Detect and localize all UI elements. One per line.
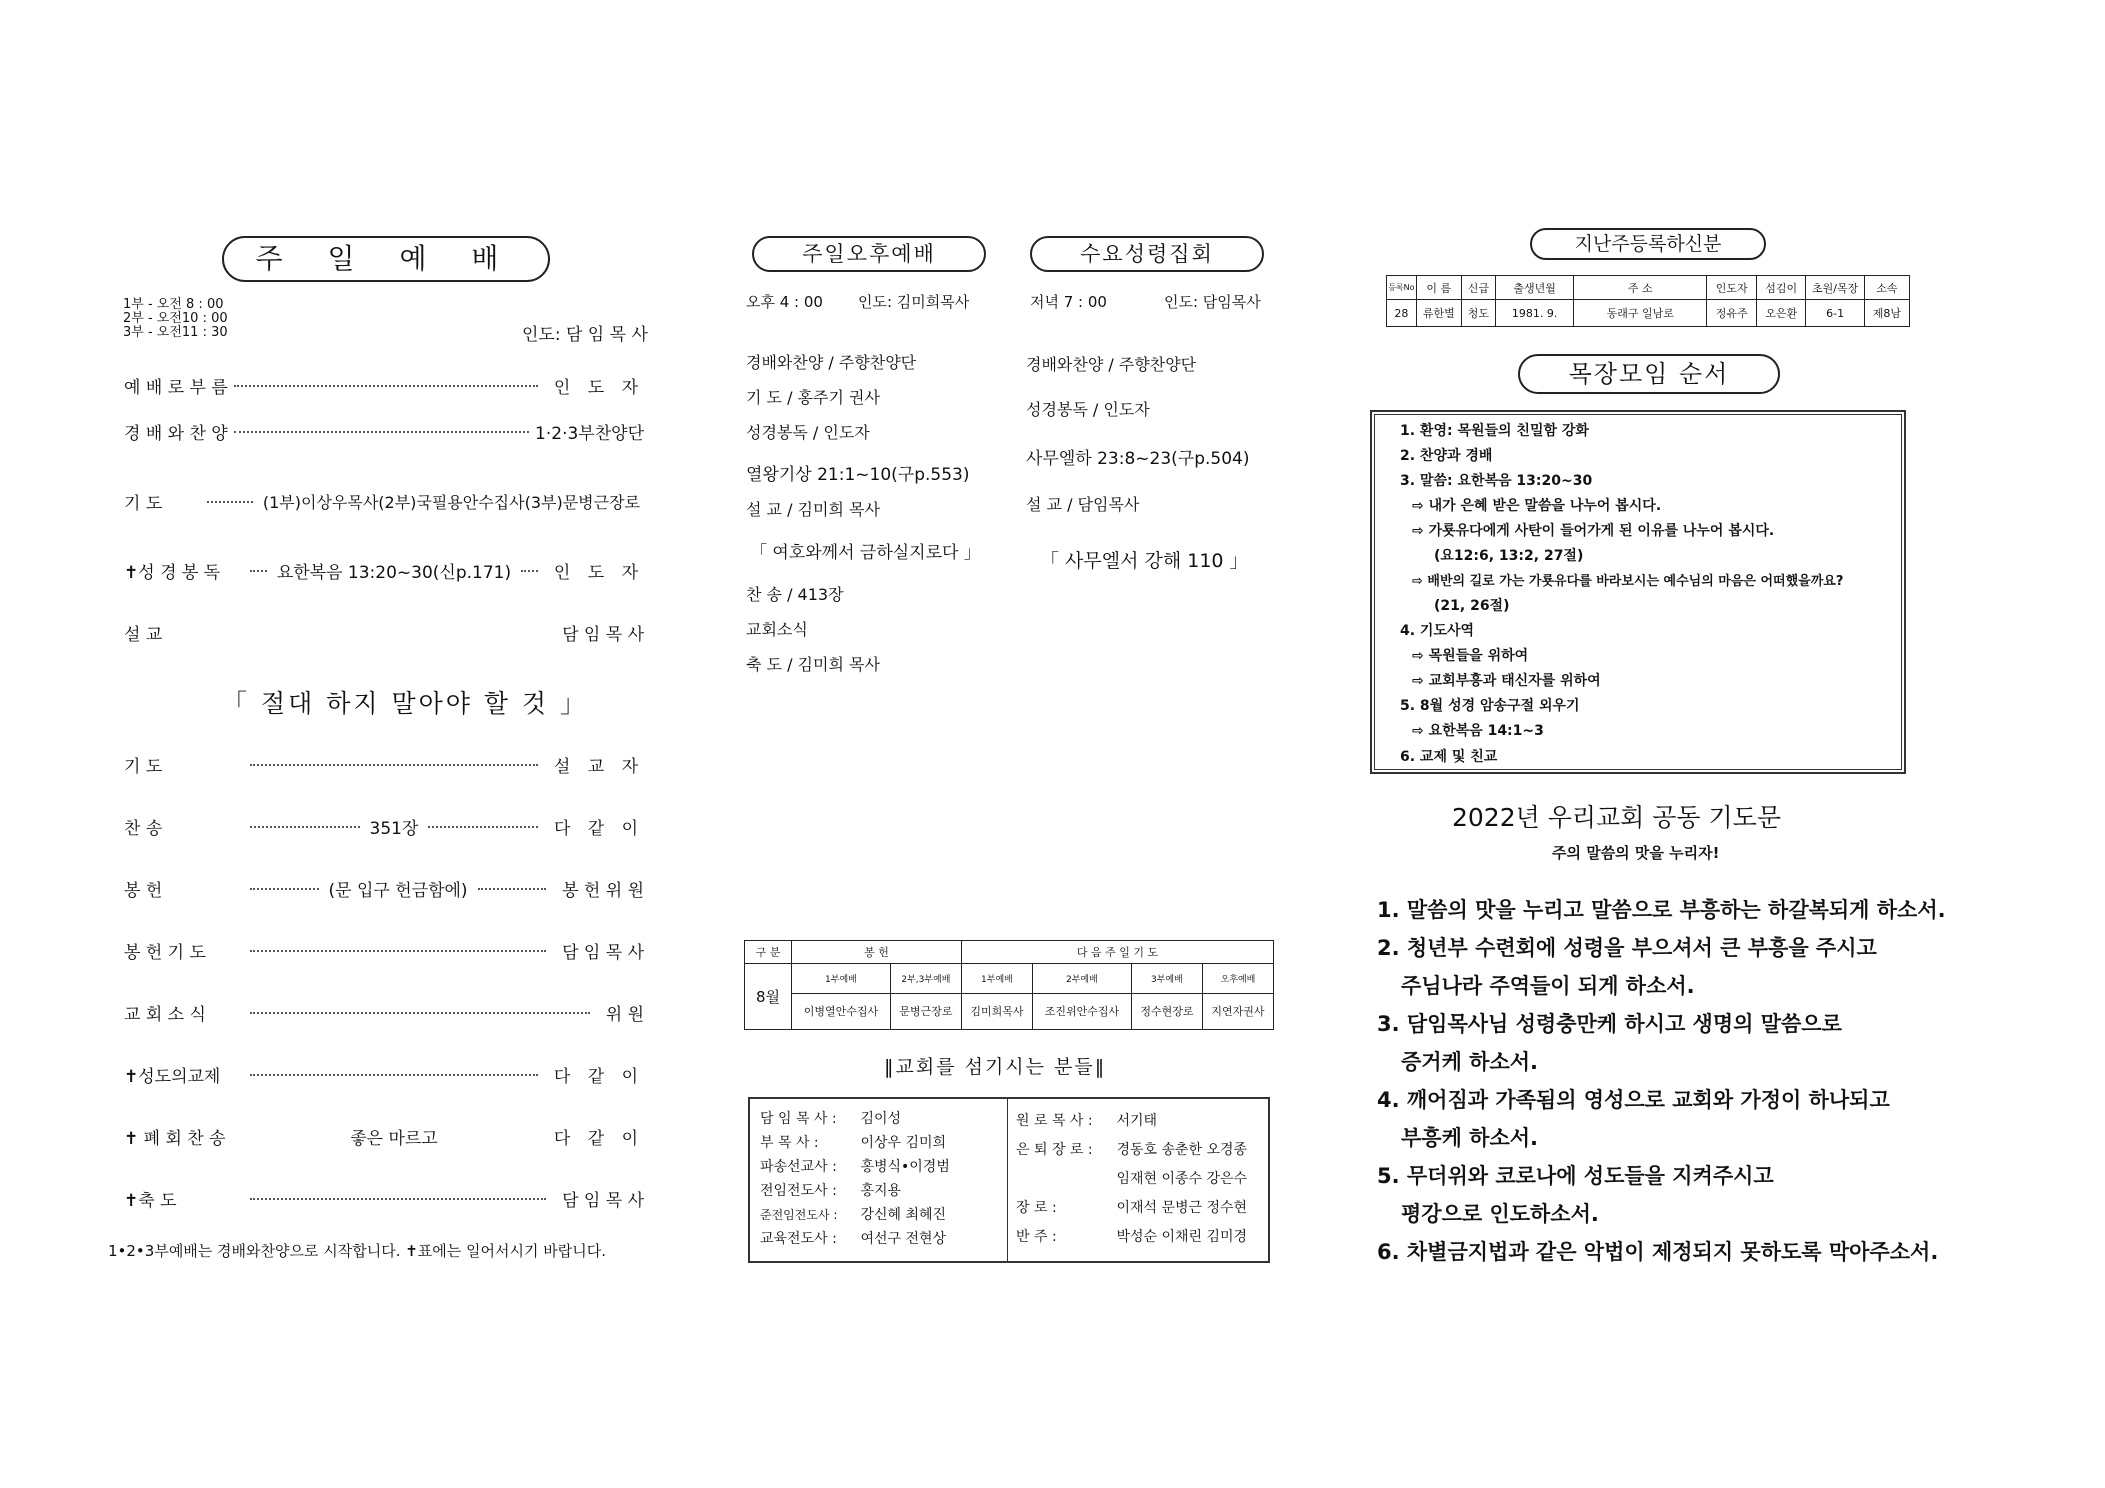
order-label: 봉 헌 기 도 [124, 943, 206, 963]
order-detail: 좋은 마르고 [350, 1129, 438, 1149]
meeting-line: 1. 환영: 목원들의 친밀함 강화 [1400, 423, 1589, 439]
table-header: 출생년월 [1495, 276, 1573, 300]
servant-names: 박성순 이채린 김미경 [1116, 1229, 1248, 1245]
order-detail: (1부)이상우목사(2부)국필용안수집사(3부)문병근장로 [262, 493, 640, 512]
order-detail: 351장 [369, 819, 419, 839]
sermon-title: 「 절대 하지 말아야 할 것 」 [222, 689, 589, 718]
meeting-line: 4. 기도사역 [1400, 623, 1475, 639]
order-row [124, 1062, 644, 1087]
order-right: 설 교 자 [553, 757, 644, 777]
meeting-order-box [1370, 410, 1906, 774]
leader-dots [428, 826, 538, 828]
sunday-service-title [222, 236, 550, 282]
servant-role: 부 목 사 : [760, 1135, 819, 1151]
order-label: 봉 헌 [124, 881, 163, 901]
wednesday-sermon: 「 사무엘서 강해 110 」 [1040, 550, 1249, 572]
meeting-line: ⇨ 내가 은혜 받은 말씀을 나누어 봅시다. [1412, 498, 1662, 514]
prayer-line: 주님나라 주역들이 되게 하소서. [1401, 974, 1695, 998]
servant-names: 홍병식•이경범 [860, 1159, 950, 1175]
order-row [124, 489, 644, 514]
order-label: ✝성 경 봉 독 [124, 563, 221, 583]
meeting-title [1518, 354, 1780, 394]
order-label: 설 교 [124, 625, 163, 645]
servants-right [1016, 1107, 1247, 1252]
table-cell: 28 [1387, 300, 1417, 327]
afternoon-service-title [752, 236, 986, 272]
wednesday-line: 경배와찬양 / 주향찬양단 [1026, 355, 1197, 374]
leader-dots [250, 1198, 546, 1200]
afternoon-line: 열왕기상 21:1~10(구p.553) [746, 465, 970, 485]
servants-divider [1007, 1099, 1008, 1261]
servant-entry [760, 1203, 950, 1227]
service-leader: 인도: 담 임 목 사 [522, 325, 648, 345]
order-right: 다 같 이 [553, 1129, 644, 1149]
afternoon-line: 기 도 / 홍주기 권사 [746, 388, 880, 407]
order-row [124, 620, 644, 645]
servant-names: 강신혜 최혜진 [860, 1207, 947, 1223]
servant-entry [1016, 1194, 1247, 1223]
meeting-line: (요12:6, 13:2, 27절) [1434, 548, 1584, 564]
order-label: 기 도 [124, 494, 163, 514]
servant-names: 임재현 이종수 강은수 [1116, 1171, 1248, 1187]
meeting-line: ⇨ 요한복음 14:1~3 [1412, 723, 1544, 739]
leader-dots [250, 1012, 590, 1014]
servant-role: 원 로 목 사 : [1016, 1113, 1093, 1129]
servants-left [760, 1107, 950, 1251]
servant-role: 교육전도사 : [760, 1231, 837, 1247]
order-row [124, 1186, 644, 1211]
order-row [124, 558, 644, 583]
order-row [124, 938, 644, 963]
servant-role: 은 퇴 장 로 : [1016, 1142, 1093, 1158]
service-time: 2부 - 오전10 : 00 [123, 311, 228, 326]
table-header: 이 름 [1416, 276, 1461, 300]
table-header: 주 소 [1574, 276, 1707, 300]
table-cell: 청도 [1461, 300, 1495, 327]
leader-dots [250, 950, 546, 952]
leader-dots [250, 826, 360, 828]
footnote: 1•2•3부예배는 경배와찬양으로 시작합니다. ✝표에는 일어서시기 바랍니다. [108, 1242, 606, 1260]
table-header: 등록No [1387, 276, 1417, 300]
order-label: ✝성도의교제 [124, 1067, 221, 1087]
meeting-line: 2. 찬양과 경배 [1400, 448, 1493, 464]
afternoon-time: 오후 4 : 00 [746, 293, 823, 311]
order-right: 담 임 목 사 [562, 625, 644, 645]
servant-names: 경동호 송춘한 오경종 [1116, 1142, 1248, 1158]
afternoon-leader: 인도: 김미희목사 [858, 293, 970, 311]
order-right: 인 도 자 [553, 378, 644, 398]
order-row [124, 373, 644, 398]
table-subheader: 1부예배 [961, 964, 1032, 994]
leader-dots [250, 1074, 538, 1076]
table-cell: 문병근장로 [890, 993, 961, 1029]
afternoon-line: 교회소식 [746, 620, 808, 639]
servants-title: ‖교회를 섬기시는 분들‖ [884, 1056, 1107, 1078]
table-header: 인도자 [1707, 276, 1757, 300]
table-cell: 이병열안수집사 [792, 993, 891, 1029]
order-right: 봉 헌 위 원 [562, 881, 644, 901]
leader-dots [234, 385, 538, 387]
wednesday-service-title [1030, 236, 1264, 272]
order-row [124, 1124, 644, 1149]
table-header: 초원/목장 [1806, 276, 1864, 300]
servant-role: 담 임 목 사 : [760, 1111, 837, 1127]
order-row [124, 419, 644, 444]
servant-role: 준전임전도사 : [760, 1208, 838, 1222]
offering-table [744, 940, 1274, 1030]
table-cell: 6-1 [1806, 300, 1864, 327]
table-month: 8월 [745, 964, 792, 1030]
prayer-line: 2. 청년부 수련회에 성령을 부으셔서 큰 부흥을 주시고 [1377, 936, 1877, 960]
meeting-line: 6. 교제 및 친교 [1400, 749, 1498, 765]
servant-role: 파송선교사 : [760, 1159, 837, 1175]
servant-entry [760, 1227, 950, 1251]
leader-dots [250, 764, 538, 766]
service-times [123, 298, 228, 340]
servant-names: 김이성 [860, 1111, 902, 1127]
table-cell: 제8남 [1864, 300, 1909, 327]
meeting-line: ⇨ 목원들을 위하여 [1412, 648, 1529, 664]
order-label: 예 배 로 부 름 [124, 378, 228, 398]
servant-entry [760, 1155, 950, 1179]
prayer-line: 1. 말씀의 맛을 누리고 말씀으로 부흥하는 하갈복되게 하소서. [1377, 898, 1946, 922]
newcomer-title-text: 지난주등록하신분 [1574, 233, 1722, 255]
table-header: 봉 헌 [792, 941, 962, 964]
servant-names: 이재석 문병근 정수현 [1116, 1200, 1248, 1216]
afternoon-line: 축 도 / 김미희 목사 [746, 655, 880, 674]
table-cell: 조진위안수집사 [1032, 993, 1131, 1029]
servant-names: 이상우 김미희 [860, 1135, 947, 1151]
order-row [124, 752, 644, 777]
meeting-title-text: 목장모임 순서 [1568, 360, 1730, 388]
meeting-line: (21, 26절) [1434, 598, 1510, 614]
prayer-line: 4. 깨어짐과 가족됨의 영성으로 교회와 가정이 하나되고 [1377, 1088, 1890, 1112]
table-subheader: 2부예배 [1032, 964, 1131, 994]
table-subheader: 1부예배 [792, 964, 891, 994]
table-header: 신급 [1461, 276, 1495, 300]
table-cell: 김미희목사 [961, 993, 1032, 1029]
order-row [124, 1000, 644, 1025]
servant-names: 여선구 전현상 [860, 1231, 947, 1247]
afternoon-line: 설 교 / 김미희 목사 [746, 500, 880, 519]
order-label: ✝ 폐 회 찬 송 [124, 1129, 226, 1149]
order-row [124, 814, 644, 839]
service-time: 1부 - 오전 8 : 00 [123, 297, 224, 312]
table-cell: 정유주 [1707, 300, 1757, 327]
prayer-subtitle: 주의 말씀의 맛을 누리자! [1552, 844, 1720, 862]
order-right: 위 원 [605, 1005, 644, 1025]
servant-entry [1016, 1107, 1247, 1136]
afternoon-line: 찬 송 / 413장 [746, 585, 844, 604]
table-cell: 오은환 [1756, 300, 1806, 327]
wednesday-service-title-text: 수요성령집회 [1080, 242, 1214, 266]
leader-dots [207, 501, 253, 503]
leader-dots [478, 888, 547, 890]
afternoon-service-title-text: 주일오후예배 [802, 242, 936, 266]
leader-dots [250, 888, 319, 890]
servant-role: 전임전도사 : [760, 1183, 837, 1199]
servant-entry [1016, 1223, 1247, 1252]
table-header: 소속 [1864, 276, 1909, 300]
order-right: 인 도 자 [553, 563, 644, 583]
order-detail: 요한복음 13:20~30(신p.171) [276, 563, 512, 583]
table-subheader: 오후예배 [1202, 964, 1273, 994]
prayer-line: 3. 담임목사님 성령충만케 하시고 생명의 말씀으로 [1377, 1012, 1842, 1036]
servant-entry [1016, 1165, 1247, 1194]
order-label: 기 도 [124, 757, 163, 777]
servants-box [748, 1097, 1270, 1263]
table-header: 섬김이 [1756, 276, 1806, 300]
newcomer-table [1386, 275, 1910, 327]
sunday-service-title-text: 주 일 예 배 [255, 242, 517, 275]
table-cell: 정수현장로 [1131, 993, 1202, 1029]
servant-entry [760, 1107, 950, 1131]
leader-dots [234, 431, 529, 433]
newcomer-title [1530, 228, 1766, 260]
prayer-line: 부흥케 하소서. [1401, 1126, 1539, 1150]
afternoon-sermon: 「 여호와께서 금하실지로다 」 [750, 543, 981, 563]
servant-role: 장 로 : [1016, 1200, 1057, 1216]
prayer-line: 5. 무더위와 코로나에 성도들을 지켜주시고 [1377, 1164, 1774, 1188]
wednesday-time: 저녁 7 : 00 [1030, 293, 1107, 311]
meeting-line: ⇨ 배반의 길로 가는 가룟유다를 바라보시는 예수님의 마음은 어떠했을까요? [1412, 574, 1844, 589]
meeting-line: 5. 8월 성경 암송구절 외우기 [1400, 698, 1580, 714]
prayer-line: 평강으로 인도하소서. [1401, 1202, 1599, 1226]
leader-dots [521, 570, 538, 572]
wednesday-line: 설 교 / 담임목사 [1026, 495, 1140, 514]
meeting-line: ⇨ 교회부흥과 태신자를 위하여 [1412, 673, 1601, 689]
prayer-line: 6. 차별금지법과 같은 악법이 제정되지 못하도록 막아주소서. [1377, 1240, 1939, 1264]
service-time: 3부 - 오전11 : 30 [123, 325, 228, 340]
order-row [124, 876, 644, 901]
table-header: 다 음 주 일 기 도 [961, 941, 1273, 964]
table-subheader: 3부예배 [1131, 964, 1202, 994]
table-header: 구 분 [745, 941, 792, 964]
table-cell: 동래구 일남로 [1574, 300, 1707, 327]
servant-role: 반 주 : [1016, 1229, 1057, 1245]
order-right: 다 같 이 [553, 1067, 644, 1087]
order-right: 담 임 목 사 [562, 943, 644, 963]
wednesday-leader: 인도: 담임목사 [1164, 293, 1261, 311]
order-label: ✝축 도 [124, 1191, 177, 1211]
table-subheader: 2부,3부예배 [890, 964, 961, 994]
servant-entry [1016, 1136, 1247, 1165]
table-cell: 지연자권사 [1202, 993, 1273, 1029]
prayer-line: 증거케 하소서. [1401, 1050, 1539, 1074]
wednesday-line: 성경봉독 / 인도자 [1026, 400, 1150, 419]
servant-entry [760, 1179, 950, 1203]
servant-entry [760, 1131, 950, 1155]
afternoon-line: 성경봉독 / 인도자 [746, 423, 870, 442]
order-right: 1·2·3부찬양단 [535, 424, 644, 444]
order-detail: (문 입구 헌금함에) [328, 881, 468, 901]
order-right: 다 같 이 [553, 819, 645, 839]
afternoon-line: 경배와찬양 / 주향찬양단 [746, 353, 917, 372]
order-right: 담 임 목 사 [562, 1191, 644, 1211]
meeting-line: ⇨ 가룟유다에게 사탄이 들어가게 된 이유를 나누어 봅시다. [1412, 523, 1775, 539]
order-label: 찬 송 [124, 819, 163, 839]
leader-dots [250, 570, 267, 572]
table-cell: 류한별 [1416, 300, 1461, 327]
prayer-title: 2022년 우리교회 공동 기도문 [1452, 803, 1781, 832]
servant-names: 서기태 [1116, 1113, 1158, 1129]
wednesday-line: 사무엘하 23:8~23(구p.504) [1026, 449, 1250, 469]
servant-names: 홍지용 [860, 1183, 902, 1199]
order-label: 교 회 소 식 [124, 1005, 206, 1025]
table-cell: 1981. 9. [1495, 300, 1573, 327]
order-label: 경 배 와 찬 양 [124, 424, 228, 444]
meeting-line: 3. 말씀: 요한복음 13:20~30 [1400, 473, 1593, 489]
